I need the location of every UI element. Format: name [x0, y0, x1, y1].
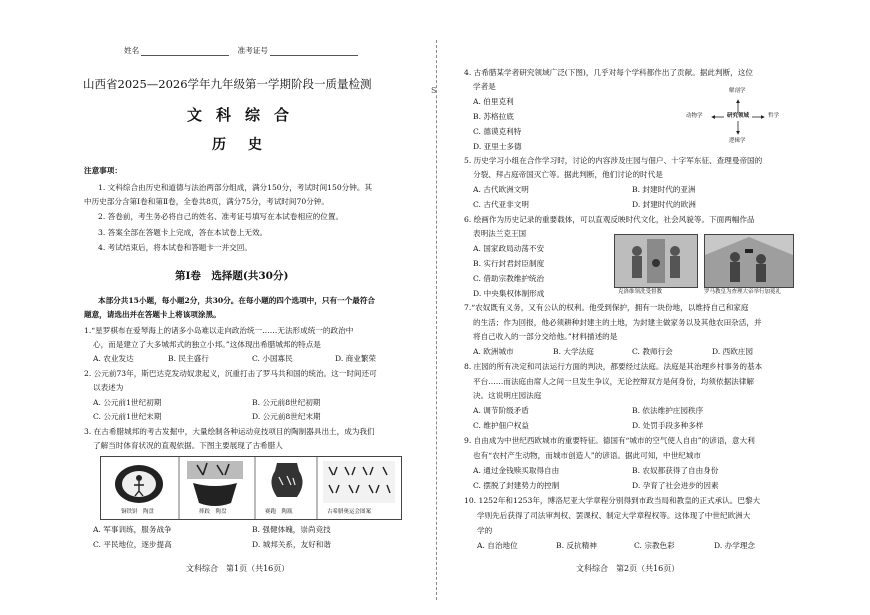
coronation-image — [704, 234, 794, 288]
caption-coronation: 罗马教皇为查理大帝举行加冕礼 — [704, 289, 782, 295]
question-3-option-a[interactable]: A. 军事训练，服务战争 — [93, 525, 172, 534]
question-9-option-d[interactable]: D. 孕育了社会进步的因素 — [632, 481, 719, 490]
question-9-stem: 9. 自由成为中世纪西欧城市的重要特征。德国有“城市的空气使人自由”的谚语，意大利 — [464, 436, 755, 445]
question-1-stem: 1.“星罗棋布在爱琴海上的诸多小岛难以走向政治统一……无法形成统一的政治中 — [84, 326, 354, 335]
question-2-option-b[interactable]: B. 公元前8世纪初期 — [252, 398, 321, 407]
question-7-stem: 的生活；作为回报，他必须耕种封建主的土地，为封建主做家务以及其他农田杂活，并 — [473, 318, 762, 327]
diagram-right: 哲学 — [768, 113, 780, 119]
question-4-option-d[interactable]: D. 亚里士多德 — [473, 142, 522, 151]
notes-item: 4. 考试结束后，将本试卷和答题卡一并交回。 — [98, 243, 252, 252]
question-5-option-a[interactable]: A. 古代欧洲文明 — [473, 185, 529, 194]
question-10-option-d[interactable]: D. 办学理念 — [714, 541, 756, 550]
question-7-option-b[interactable]: B. 大学法庭 — [553, 347, 594, 356]
page-footer: 文科综合 第1页（共16页） — [186, 564, 290, 573]
question-8-stem: 8. 庄园的所有决定和司法运行方面的判决，都要经过法庭。法庭是其治理乡村事务的基本 — [464, 362, 763, 371]
question-3-option-c[interactable]: C. 平民地位，逐步提高 — [93, 540, 172, 549]
question-8-option-a[interactable]: A. 调节阶级矛盾 — [473, 406, 529, 415]
question-3-stem: 了解当时体育状况的直观依据。下图主要展现了古希腊人 — [93, 441, 283, 450]
question-3-option-d[interactable]: D. 城邦关系，友好和谐 — [252, 540, 331, 549]
question-8-option-b[interactable]: B. 依法维护庄园秩序 — [632, 406, 704, 415]
question-4-option-b[interactable]: B. 苏格拉底 — [473, 112, 514, 121]
question-10-stem: 10. 1252年和1253年，博洛尼亚大学章程分别得到市政当局和教皇的正式承认。巴黎大 — [464, 496, 761, 505]
question-5-option-c[interactable]: C. 古代亚非文明 — [473, 200, 529, 209]
notes-item: 3. 答案全部在答题卡上完成，答在本试卷上无效。 — [98, 228, 268, 237]
pottery-figure — [100, 456, 402, 520]
question-2-option-c[interactable]: C. 公元前1世纪末期 — [93, 412, 162, 421]
question-1-stem: 心，而是建立了大多城邦式的独立小邦。”这体现出希腊城邦的特点是 — [93, 340, 321, 349]
caption-discus: 铜铁饼 陶盘 — [121, 509, 155, 515]
question-4-stem: 学者是 — [473, 82, 496, 91]
question-10-option-a[interactable]: A. 自治地位 — [477, 541, 518, 550]
question-6-stem: 表明法兰克王国 — [473, 229, 527, 238]
notes-item: 1. 文科综合由历史和道德与法治两部分组成，满分150分，考试时间150分钟。其 — [98, 183, 373, 192]
question-6-option-d[interactable]: D. 中央集权体制形成 — [473, 289, 545, 298]
caption-clovis: 克洛维领洗受督教 — [618, 289, 663, 295]
question-7-stem: 将自己收入的一部分交给他。”材料描述的是 — [473, 332, 618, 341]
question-2-option-d[interactable]: D. 公元前8世纪末期 — [252, 412, 321, 421]
caption-wrestling: 摔跤 陶盘 — [199, 509, 227, 515]
question-6-stem: 6. 绘画作为历史记录的重要载体，可以直观反映时代文化，社会风貌等。下面两幅作品 — [464, 215, 755, 224]
caption-running: 赛跑 陶瓶 — [265, 509, 293, 515]
question-1-option-b[interactable]: B. 民主盛行 — [168, 354, 209, 363]
notes-item: 2. 答卷前，考生务必将自己的姓名、准考证号填写在本试卷相应的位置。 — [98, 212, 344, 221]
question-10-stem: 学则先后获得了司法审判权、罢课权、制定大学章程权等。这体现了中世纪欧洲大 — [477, 511, 751, 520]
section-intro: 本部分共15小题，每小题2分，共30分。在每小题的四个选项中，只有一个最符合 — [98, 296, 376, 305]
question-1-option-d[interactable]: D. 商业繁荣 — [335, 354, 377, 363]
notes-item: 中历史部分含第Ⅰ卷和第Ⅱ卷，全卷共8页，满分75分，考试时间70分钟。 — [84, 197, 329, 206]
question-4-option-a[interactable]: A. 伯里克利 — [473, 97, 514, 106]
question-10-option-b[interactable]: B. 反抗精神 — [556, 541, 597, 550]
question-2-option-a[interactable]: A. 公元前1世纪初期 — [93, 398, 162, 407]
question-9-stem: 也有“农村产生动物，而城市创造人”的谚语。据此可知，中世纪城市 — [473, 451, 701, 460]
question-9-option-b[interactable]: B. 农奴都获得了自由身份 — [632, 466, 719, 475]
question-4-stem: 4. 古希腊某学者研究领域广泛(下图)，几乎对每个学科都作出了贡献。据此判断，这位 — [464, 68, 753, 77]
diagram-top: 解剖学 — [729, 88, 746, 94]
question-8-option-c[interactable]: C. 维护佃户权益 — [473, 421, 529, 430]
question-5-option-d[interactable]: D. 封建时代的欧洲 — [632, 200, 696, 209]
question-8-stem: 决。这说明庄园法庭 — [473, 391, 542, 400]
olympic-pattern-image — [323, 461, 395, 503]
question-7-option-c[interactable]: C. 教师行会 — [632, 347, 673, 356]
question-1-option-a[interactable]: A. 农业发达 — [93, 354, 134, 363]
section-title: 第Ⅰ卷 选择题(共30分) — [175, 270, 289, 282]
diagram-left: 动物学 — [686, 113, 703, 119]
question-6-option-b[interactable]: B. 实行封君封臣制度 — [473, 259, 545, 268]
ticket-label: 准考证号 — [237, 46, 268, 55]
question-3-stem: 3. 在古希腊城邦的考古发掘中，大量绘制各种运动竞技项目的陶制器具出土，成为我们 — [84, 427, 375, 436]
question-2-stem: 以表述为 — [93, 383, 124, 392]
question-6-option-c[interactable]: C. 借助宗教维护统治 — [473, 274, 545, 283]
section-intro: 题意，请选出并在答题卡上将该项涂黑。 — [84, 310, 221, 319]
right-page — [436, 0, 870, 615]
question-8-stem: 平台……而法庭由席人之间一旦发生争议，无论控辩双方是何身份，均须依据法律解 — [473, 377, 754, 386]
notes-heading: 注意事项： — [84, 166, 122, 175]
diagram-center: 研究领域 — [727, 113, 750, 119]
question-7-option-a[interactable]: A. 欧洲城市 — [473, 347, 514, 356]
question-7-option-d[interactable]: D. 西欧庄园 — [712, 347, 754, 356]
question-4-option-c[interactable]: C. 德谟克利特 — [473, 127, 522, 136]
subject-title: 文科综合 — [187, 106, 304, 124]
diagram-bottom: 逻辑学 — [729, 138, 746, 144]
page-footer: 文科综合 第2页（共16页） — [576, 564, 680, 573]
question-8-option-d[interactable]: D. 处罚手段多种多样 — [632, 421, 704, 430]
name-field — [124, 45, 358, 56]
question-9-option-a[interactable]: A. 通过金钱赎买取得自由 — [473, 466, 560, 475]
question-7-stem: 7.“农奴既有义务，又有公认的权利。他受到保护，拥有一块份地，以维持自己和家庭 — [464, 303, 749, 312]
question-9-option-c[interactable]: C. 摆脱了封建势力的控制 — [473, 481, 560, 490]
caption-olympic: 古希腊奥运会图案 — [327, 509, 372, 515]
name-label: 姓名 — [124, 46, 140, 55]
question-10-stem: 学的 — [477, 526, 493, 535]
wrestling-plate-image — [187, 461, 243, 506]
question-5-stem: 5. 历史学习小组在合作学习时，讨论的内容涉及庄园与佃户、十字军东征、查理曼帝国的 — [464, 156, 763, 165]
question-2-stem: 2. 公元前73年，斯巴达克发动奴隶起义，沉重打击了罗马共和国的统治。这一时间还可 — [84, 369, 377, 378]
question-10-option-c[interactable]: C. 宗教色彩 — [634, 541, 675, 550]
running-vase-image — [271, 463, 302, 497]
cut-mark: S — [431, 86, 437, 95]
question-6-option-a[interactable]: A. 国家政局动荡不安 — [473, 244, 545, 253]
question-1-option-c[interactable]: C. 小国寡民 — [252, 354, 293, 363]
question-3-option-b[interactable]: B. 强健体魄，崇尚竞技 — [252, 525, 331, 534]
question-5-stem: 分裂、拜占庭帝国灭亡等。据此判断，他们讨论的时代是 — [473, 170, 663, 179]
question-5-option-b[interactable]: B. 封建时代的亚洲 — [632, 185, 696, 194]
research-diagram — [686, 88, 790, 148]
discus-plate-image — [115, 465, 163, 503]
sub-subject-title: 历史 — [212, 137, 284, 153]
exam-title: 山西省2025—2026学年九年级第一学期阶段一质量检测 — [83, 77, 372, 91]
clovis-baptism-image — [614, 234, 698, 288]
